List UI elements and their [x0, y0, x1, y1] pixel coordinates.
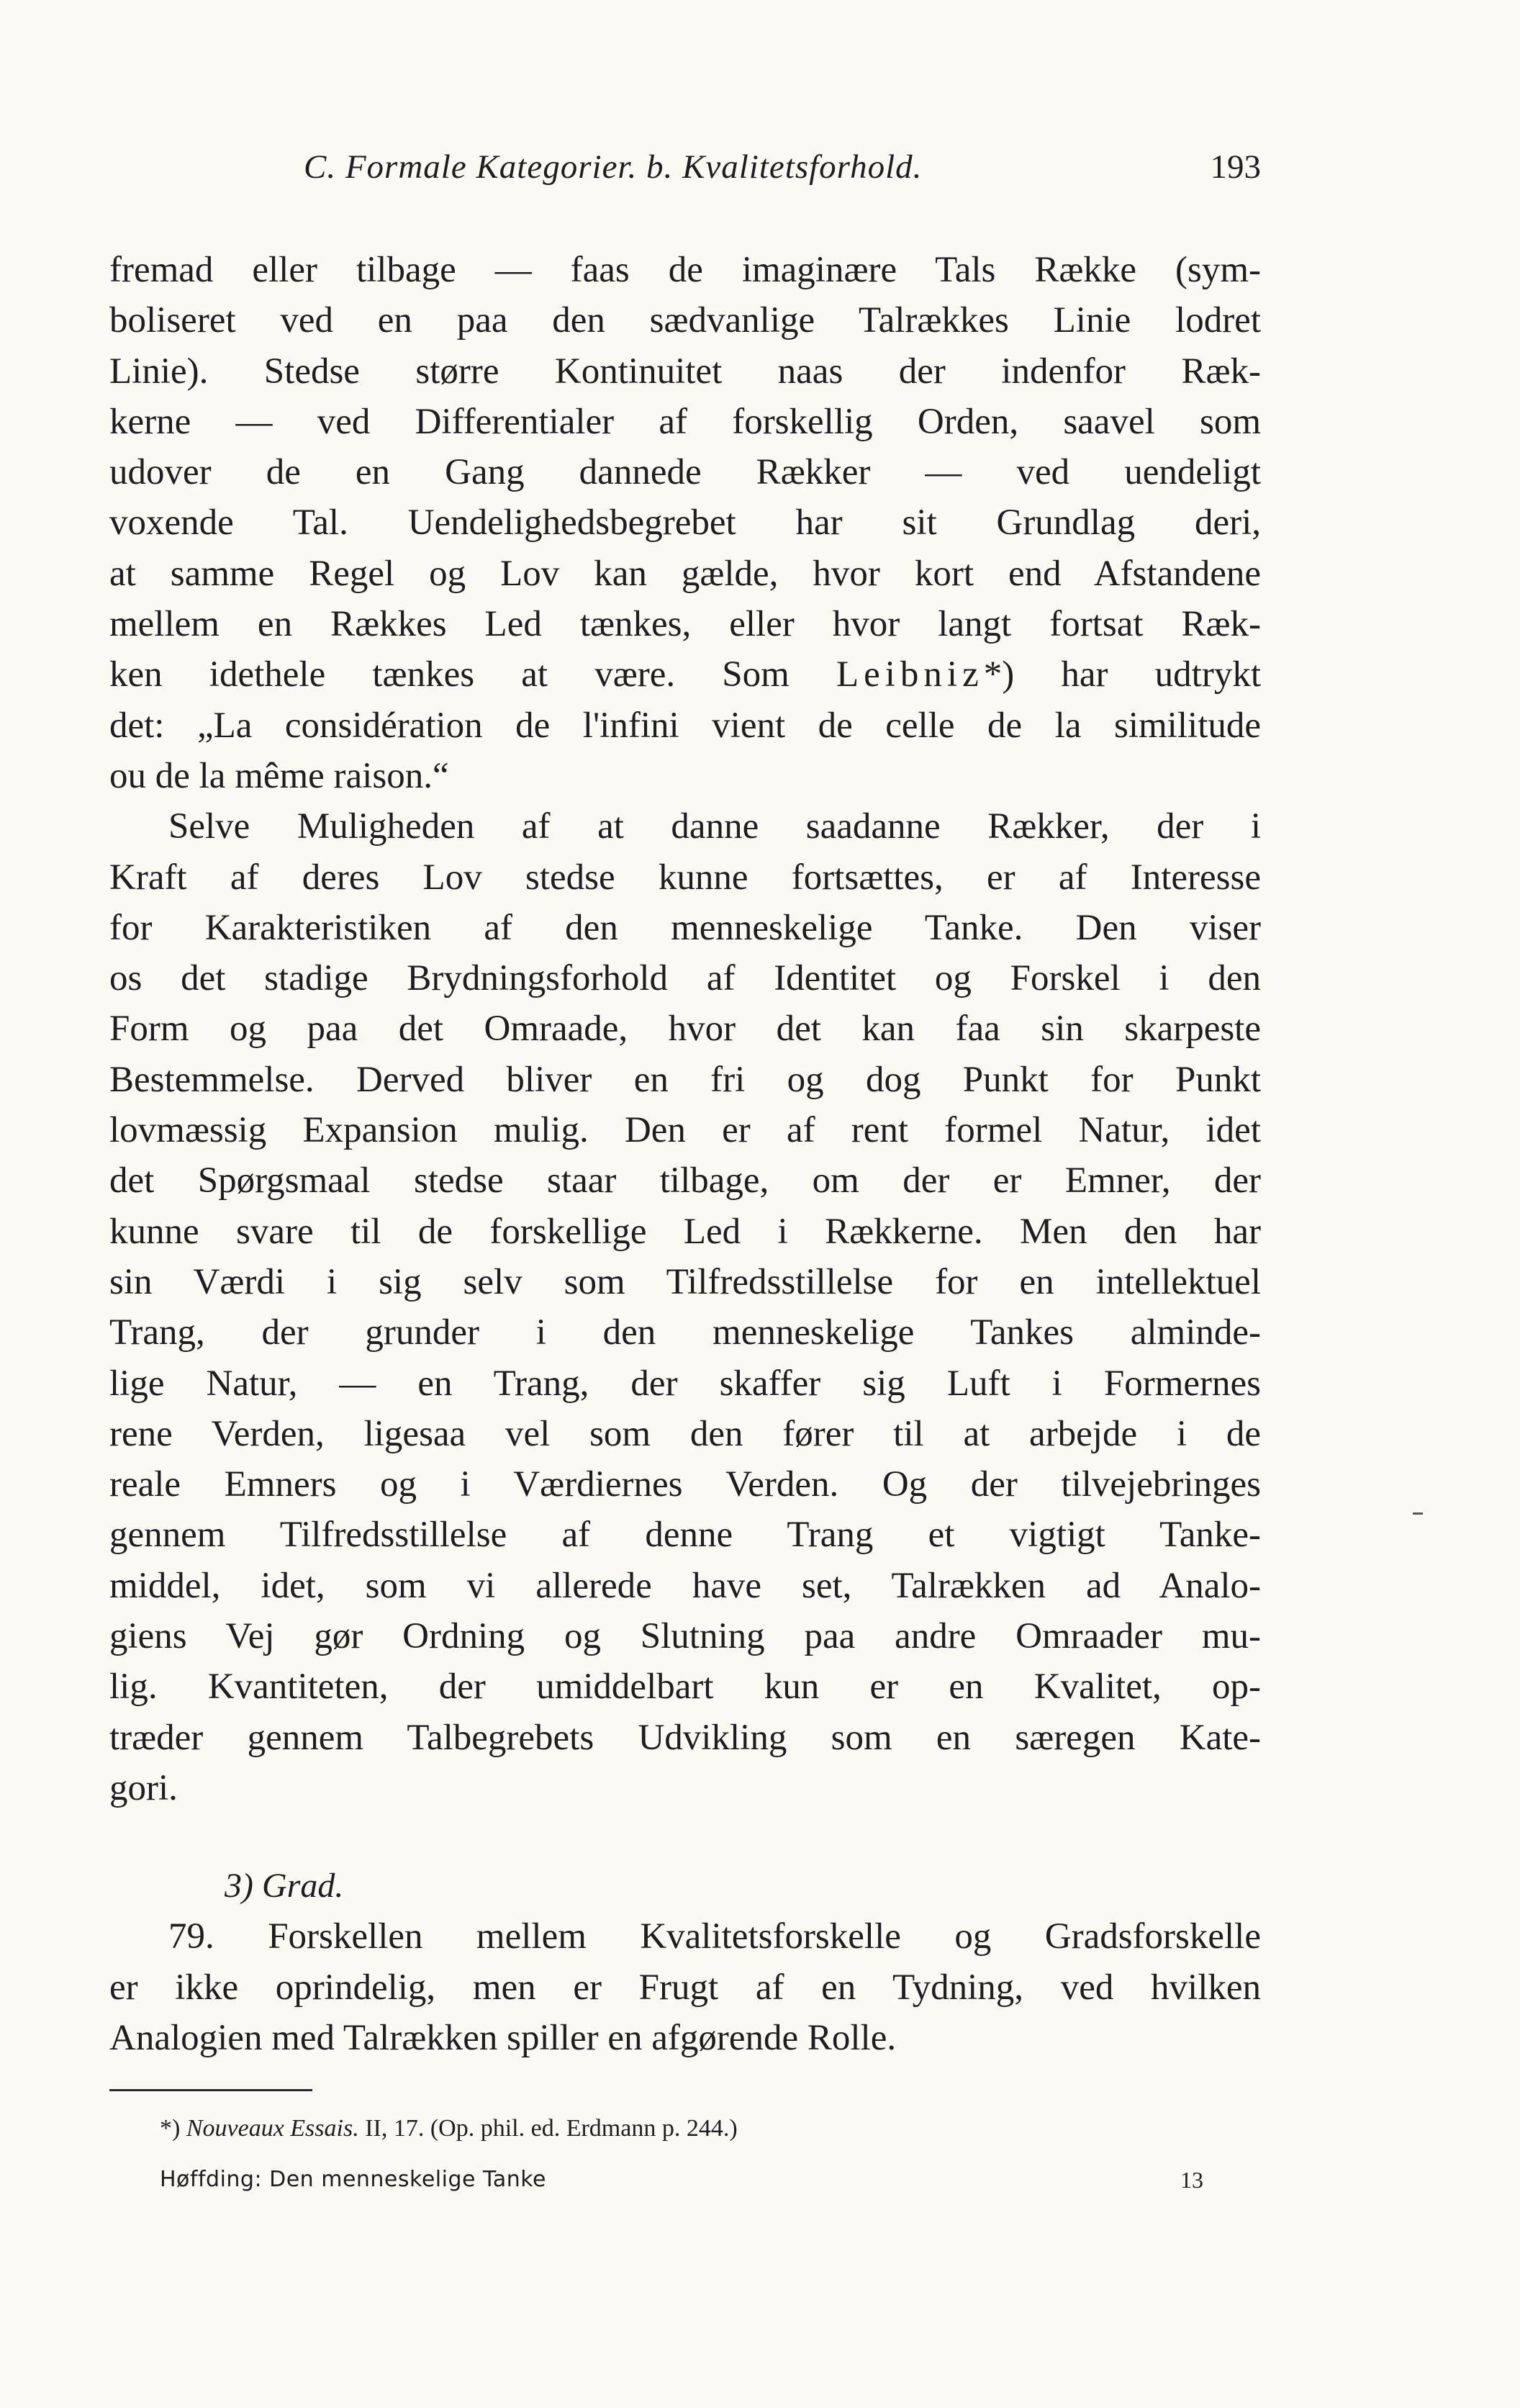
footnote-text: II, 17. (Op. phil. ed. Erdmann p. 244.)	[365, 2115, 738, 2142]
section-heading: 3) Grad.	[225, 1867, 344, 1906]
text-line: sin Værdi i sig selv som Tilfredsstillelse for en intellektuel	[109, 1261, 1261, 1302]
text-line: udover de en Gang dannede Rækker — ved uendeligt	[109, 452, 1261, 493]
text-line: det: „La considération de l'infini vient de celle de la similitude	[109, 705, 1261, 746]
author-name: Leibniz	[836, 654, 984, 695]
footnote-rule	[109, 2089, 312, 2091]
text-line: fremad eller tilbage — faas de imaginære Tals Række (sym-	[109, 250, 1261, 290]
paragraph-3	[109, 1911, 1261, 2063]
text-segment: ken idethele tænkes at være. Som	[109, 654, 790, 695]
paragraph-2	[109, 801, 1261, 1813]
text-line: middel, idet, som vi allerede have set, Talrækken ad Analo-	[109, 1565, 1261, 1606]
text-line: Selve Muligheden af at danne saadanne Rækker, der i	[168, 806, 1261, 847]
text-line: lige Natur, — en Trang, der skaffer sig Luft i Formernes	[109, 1363, 1261, 1404]
text-line: træder gennem Talbegrebets Udvikling som en særegen Kate-	[109, 1717, 1261, 1758]
text-line: lig. Kvantiteten, der umiddelbart kun er en Kvalitet, op-	[109, 1667, 1261, 1708]
printer-signature: Høffding: Den menneskelige Tanke	[160, 2167, 547, 2192]
footnote-marker: *)	[160, 2115, 181, 2142]
sheet-number: 13	[1180, 2167, 1203, 2193]
text-line: gori.	[109, 1767, 178, 1808]
text-line: 79. Forskellen mellem Kvalitetsforskelle og Gradsforskelle	[168, 1916, 1261, 1957]
text-line: kunne svare til de forskellige Led i Rækkerne. Men den har	[109, 1211, 1261, 1252]
page-body	[109, 245, 1261, 2063]
section-gap	[109, 1813, 1261, 1861]
text-line	[109, 649, 1261, 700]
text-line: Form og paa det Omraade, hvor det kan faa sin skarpeste	[109, 1009, 1261, 1050]
page-header	[109, 148, 1261, 198]
text-line: det Spørgsmaal stedse staar tilbage, om der er Emner, der	[109, 1160, 1261, 1201]
text-line: os det stadige Brydningsforhold af Identitet og Forskel i den	[109, 958, 1261, 999]
text-line: Analogien med Talrækken spiller en afgørende Rolle.	[109, 2017, 897, 2058]
page-footer	[160, 2160, 1203, 2196]
text-line: Linie). Stedse større Kontinuitet naas der indenfor Ræk-	[109, 351, 1261, 392]
text-line: lovmæssig Expansion mulig. Den er af rent formel Natur, idet	[109, 1110, 1261, 1151]
text-line: at samme Regel og Lov kan gælde, hvor kort end Afstandene	[109, 553, 1261, 594]
text-line: Bestemmelse. Derved bliver en fri og dog Punkt for Punkt	[109, 1059, 1261, 1100]
text-line: voxende Tal. Uendelighedsbegrebet har sit Grundlag deri,	[109, 502, 1261, 544]
running-head: C. Formale Kategorier. b. Kvalitetsforhold.	[304, 148, 923, 186]
text-line: reale Emners og i Værdiernes Verden. Og der tilvejebringes	[109, 1464, 1261, 1505]
margin-mark	[1413, 1512, 1423, 1515]
text-segment: *) har udtrykt	[983, 654, 1261, 695]
text-line: mellem en Rækkes Led tænkes, eller hvor langt fortsat Ræk-	[109, 604, 1261, 645]
footnote	[160, 2115, 738, 2142]
text-line: kerne — ved Differentialer af forskellig Orden, saavel som	[109, 401, 1261, 442]
text-line: for Karakteristiken af den menneskelige Tanke. Den viser	[109, 907, 1261, 948]
text-line: rene Verden, ligesaa vel som den fører til at arbejde i de	[109, 1413, 1261, 1454]
text-line: ou de la même raison.“	[109, 755, 449, 796]
text-line: er ikke oprindelig, men er Frugt af en Tydning, ved hvilken	[109, 1967, 1261, 2008]
page-number: 193	[1210, 148, 1261, 186]
footnote-title: Nouveaux Essais.	[186, 2115, 359, 2142]
text-line: Kraft af deres Lov stedse kunne fortsættes, er af Interesse	[109, 857, 1261, 898]
paragraph-1	[109, 245, 1261, 801]
text-line: giens Vej gør Ordning og Slutning paa andre Omraader mu-	[109, 1616, 1261, 1657]
text-line: gennem Tilfredsstillelse af denne Trang et vigtigt Tanke-	[109, 1515, 1261, 1556]
text-line: boliseret ved en paa den sædvanlige Talrækkes Linie lodret	[109, 300, 1261, 341]
text-line: Trang, der grunder i den menneskelige Tankes alminde-	[109, 1312, 1261, 1353]
